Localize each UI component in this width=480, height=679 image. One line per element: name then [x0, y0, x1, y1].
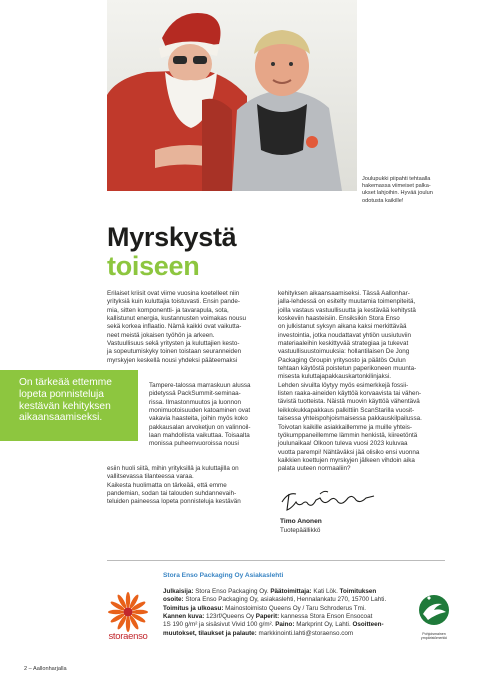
ecolabel-line: ympäristömerkki	[420, 636, 448, 641]
storaenso-wordmark: storaenso	[108, 631, 148, 642]
article-title: Myrskystä	[107, 222, 237, 252]
caption-line: Joulupukki piipahti tehtaalla	[362, 176, 431, 182]
body-line: Vastuullisuus sekä yritysten ja kuluttajien kesto-	[107, 340, 240, 348]
body-line: on julkistanut syksyn aikana kaksi merkittävää	[278, 323, 407, 331]
impressum-value: Kati Lök.	[311, 588, 340, 595]
body-column-1-top	[107, 290, 277, 365]
body-line: Packaging Groupin yritysosto ja päätös Oulun	[278, 356, 406, 364]
caption-line: hakemassa viimeiset palka-	[362, 183, 431, 190]
body-line: taisessa yhteispohjoismaisessa pakkauskilpailussa.	[278, 415, 422, 423]
impressum-label: Kannen kuva:	[163, 613, 205, 621]
ecolabel-line: Pohjoismainen	[422, 632, 446, 636]
pullquote-line: On tärkeää ettemme	[19, 377, 112, 388]
body-line: joulunaikaa! Olkoon tuleva vuosi 2023 kuluvaa	[278, 440, 408, 448]
body-line: Erilaiset kriisit ovat viime vuosina koetelleet niin	[107, 290, 240, 297]
body-line: vallitsevassa tilanteessa varaa.	[107, 473, 194, 481]
impressum-value: 123rf/Queens Oy	[204, 613, 256, 621]
impressum-value: Mainostoimisto Queens Oy / Taru Schroderus Tmi.	[223, 604, 366, 612]
body-column-1-bottom	[107, 465, 277, 507]
impressum-line	[163, 605, 423, 613]
body-line: jalla-lehdessä on esitelty muutamia toimenpiteitä,	[278, 298, 416, 306]
body-line: pidetyssä PackSummit-seminaa-	[149, 390, 241, 398]
impressum-label: Päätoimittaja:	[270, 588, 312, 595]
pullquote-line: kestävän kehityksen	[19, 400, 111, 412]
body-line: monissa puheenvuoroissa nousi	[149, 440, 239, 448]
body-line: tävistä tuotteista. Näistä muovin käyttöä vähentävä	[278, 398, 420, 406]
photo-caption	[362, 176, 472, 205]
body-line: laan mahdollista vaikuttaa. Toisaalta	[149, 432, 250, 440]
body-line: listen raaka-aineiden käyttöä korvaavista tai vähen-	[278, 390, 422, 398]
impressum-value: kannessa Stora Enson Ensocoat	[279, 613, 373, 621]
body-line: sekä korkea inflaatio. Nämä kaikki ovat vaikutta-	[107, 323, 242, 331]
body-line: esiin huoli siitä, mihin yrityksillä ja kuluttajilla on	[107, 465, 239, 472]
signer-title: Tuotepäällikkö	[280, 527, 321, 534]
signer-name: Timo Anonen	[280, 518, 322, 525]
pullquote-line: lopeta ponnisteluja	[19, 388, 104, 400]
body-line: pandemian, sodan tai talouden suhdannevaih-	[107, 490, 237, 498]
impressum-line	[163, 596, 423, 604]
body-line: tehtaan käytöstä poistetun paperikoneen muunta-	[278, 365, 417, 373]
impressum-label: Paperit:	[255, 613, 280, 621]
body-line: vuotta parempi! Nähtäväksi jää olisiko ensi vuonna	[278, 448, 420, 456]
impressum-label: Julkaisija:	[163, 588, 194, 595]
body-column-2	[278, 290, 468, 474]
impressum-line	[163, 630, 423, 638]
body-line: kehityksen aikaansaamiseksi. Tässä Aallonhar-	[278, 290, 410, 297]
body-line: yrityksiä kuin kuluttajia toistuvasti. Ensin pande-	[107, 298, 240, 306]
impressum-label: muutokset, tilaukset ja palaute:	[163, 629, 257, 637]
body-line: ja sopeutumiskyky toinen toistaan seuranneiden	[107, 348, 242, 356]
cover-photo	[107, 0, 357, 191]
ecolabel-label	[416, 632, 452, 641]
impressum-line	[163, 588, 423, 596]
body-column-1-middle	[149, 382, 279, 449]
body-line: pakkausalan arvoketjun on valinnoil-	[149, 423, 251, 431]
body-line: vastuullisuustoimuuksia: hollantilaisen De Jong	[278, 348, 410, 356]
body-line: kaikkien koettujen myrskyjen jälkeen vihdoin aika	[278, 456, 415, 464]
body-line: Toivotan kaikille asiakkaillemme ja muille yhteis-	[278, 423, 413, 431]
impressum-label: Toimitus ja ulkoasu:	[163, 604, 224, 612]
impressum-label: Paino:	[275, 621, 295, 629]
body-line: Tampere-talossa marraskuun alussa	[149, 382, 251, 389]
impressum-label: osoite:	[163, 596, 184, 604]
body-line: koskeviin haasteisiin. Ensiksikin Stora Enso	[278, 315, 400, 323]
body-line: työkumppaneillemme lämmin henkistä, kiireetöntä	[278, 431, 418, 439]
impressum-line	[163, 613, 423, 621]
caption-line: odotusta kaikille!	[362, 197, 404, 204]
body-line: neet meistä jokaisen työhön ja arkeen.	[107, 331, 215, 339]
article-title-highlight: toiseen	[107, 251, 200, 281]
impressum-line	[163, 621, 423, 629]
body-line: rissa. Ilmastonmuutos ja luonnon	[149, 398, 242, 406]
body-line: Lehden sivuilta löytyy myös esimerkkejä fossii-	[278, 381, 409, 389]
impressum-label: Toimituksen	[339, 588, 377, 595]
pullquote	[19, 377, 139, 424]
photo-illustration	[107, 0, 357, 191]
body-line: leikkokukkapakkaus palkittiin ScanStarilla vuosit-	[278, 406, 415, 414]
body-line: mia, sitten komponentti- ja tavarapula, sota,	[107, 306, 229, 314]
body-line: teluiden paineessa lopeta ponnisteluja kestävän	[107, 498, 241, 506]
body-line: investointia, jotka noudattavat yhtiön uusiutuviin	[278, 331, 412, 339]
impressum-value: Markprint Oy, Lahti.	[294, 621, 353, 629]
signature-image	[280, 486, 376, 516]
divider	[107, 560, 445, 561]
body-line: myrskyjen keskellä nousi yhdeksi pääteemaksi	[107, 356, 238, 364]
impressum-text	[163, 588, 423, 638]
impressum-heading: Stora Enso Packaging Oy Asiakaslehti	[163, 572, 284, 579]
page-footer: 2 – Aallonharjalla	[24, 666, 67, 672]
impressum-value: Stora Enso Packaging Oy.	[193, 588, 271, 595]
body-line: joilla vastaus vastuullisuutta ja kestävää kehitystä	[278, 306, 416, 314]
impressum-value: 1S 190 g/m² ja sisäsivut Vivid 100 g/m².	[163, 621, 276, 629]
body-line: monimuotoisuuden katoaminen ovat	[149, 407, 251, 415]
body-line: palata uuteen normaaliin?	[278, 465, 351, 473]
caption-line: ukset lahjoihin. Hyvää joulun	[362, 190, 433, 197]
impressum-value: markkinointi.lahti@storaenso.com	[256, 629, 354, 637]
pullquote-line: aikaansaamiseksi.	[19, 412, 103, 424]
impressum-label: Osoitteen-	[352, 621, 384, 629]
body-line: vakavia haasteita, joihin myös koko	[149, 415, 248, 423]
body-line: kallistunut energia, kustannusten voimakas nousu	[107, 315, 246, 323]
body-line: misesta kuluttajapakkauskartonkilinjaksi.	[278, 373, 392, 381]
impressum-value: Stora Enso Packaging Oy, asiakaslehti, Hennalankatu 270, 15700 Lahti.	[183, 596, 387, 604]
body-line: materiaaleihin keskittyvää strategiaa ja tukevat	[278, 340, 409, 348]
body-line: Kaikesta huolimatta on tärkeää, että emme	[107, 481, 227, 489]
